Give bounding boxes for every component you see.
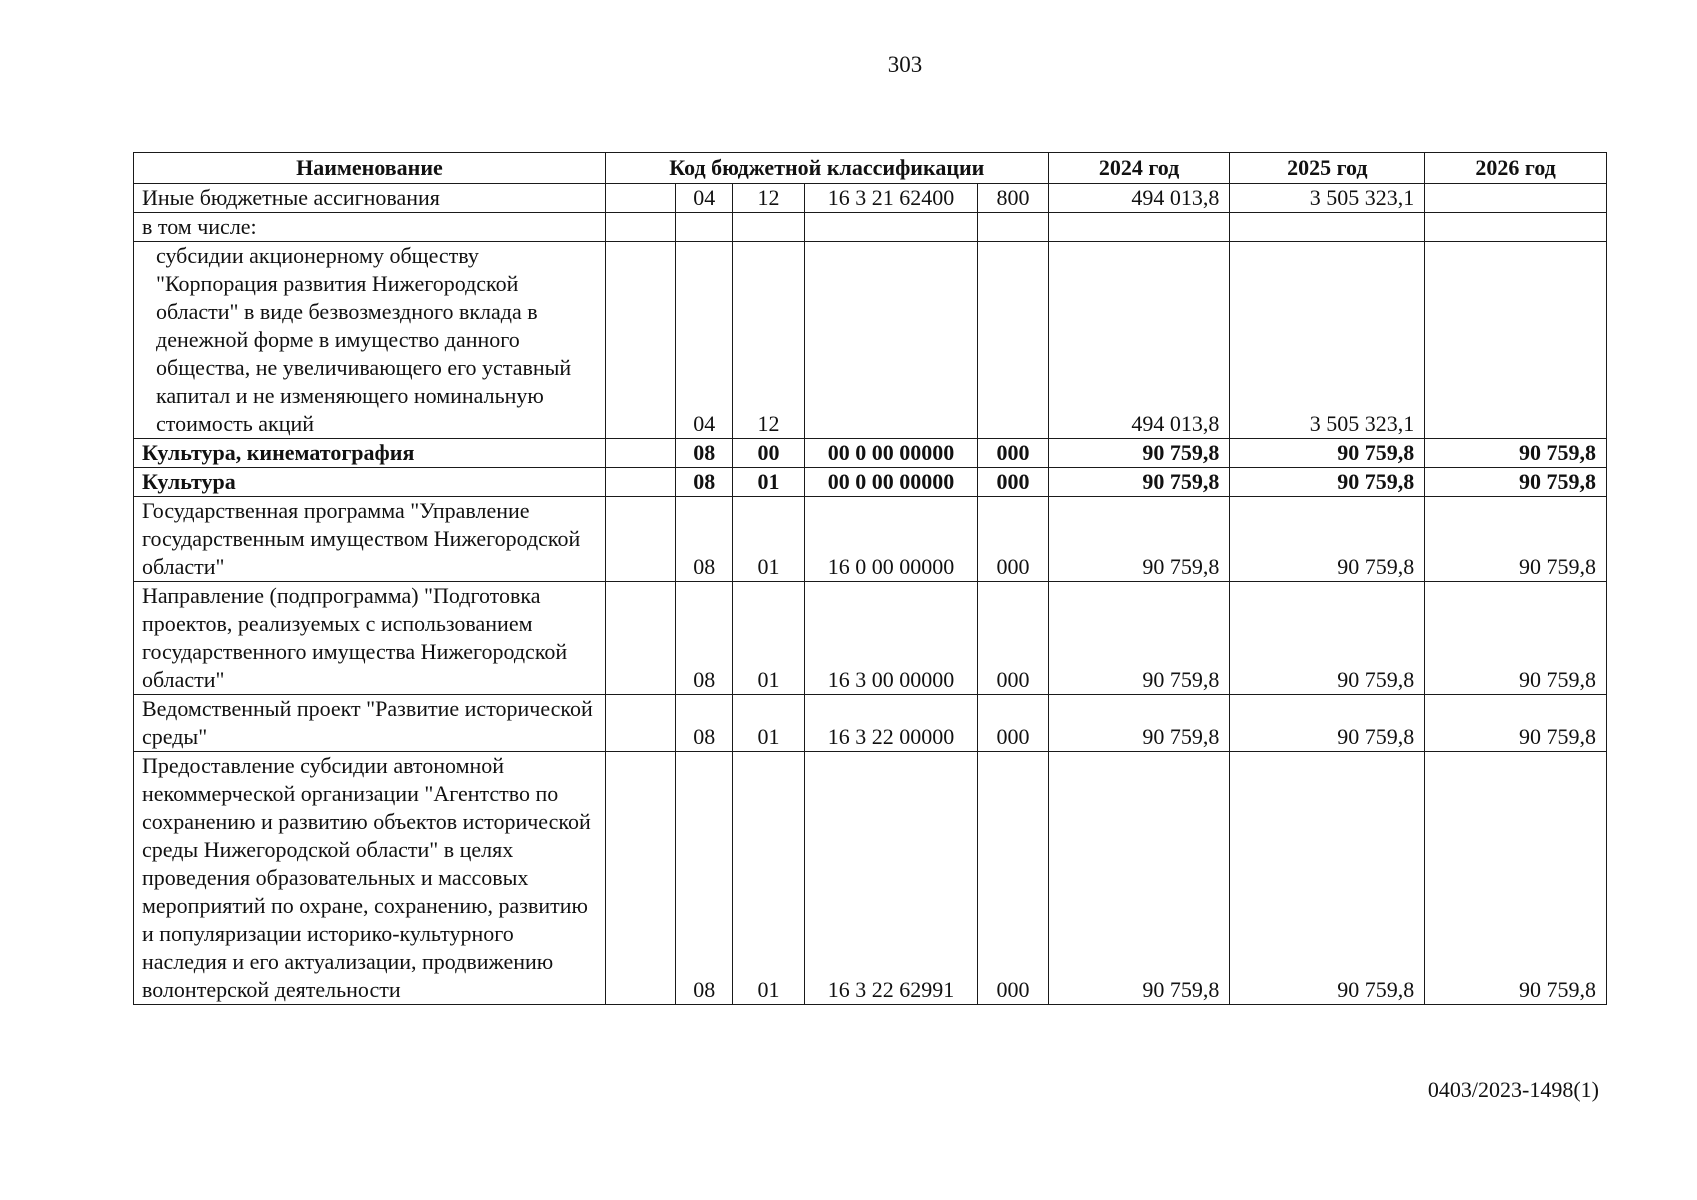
code-g (605, 752, 675, 1005)
row-name: Государственная программа "Управление государственным имуществом Нижегородской области" (134, 497, 606, 582)
code-pr: 01 (733, 582, 804, 695)
code-csr: 16 3 00 00000 (804, 582, 978, 695)
value-2025: 90 759,8 (1230, 752, 1425, 1005)
table-row (134, 468, 1607, 497)
value-2025: 90 759,8 (1230, 439, 1425, 468)
code-vr: 000 (978, 582, 1048, 695)
value-2024: 494 013,8 (1048, 242, 1230, 439)
code-pr: 01 (733, 468, 804, 497)
value-2025: 90 759,8 (1230, 468, 1425, 497)
code-vr: 000 (978, 468, 1048, 497)
table-row (134, 582, 1607, 695)
value-2024: 90 759,8 (1048, 439, 1230, 468)
table-row (134, 752, 1607, 1005)
document-number: 0403/2023-1498(1) (1427, 1077, 1599, 1102)
code-g (605, 439, 675, 468)
table-row (134, 213, 1607, 242)
code-pr: 12 (733, 242, 804, 439)
code-g (605, 582, 675, 695)
row-name: Культура (134, 468, 606, 497)
value-2024: 90 759,8 (1048, 497, 1230, 582)
value-2024: 494 013,8 (1048, 184, 1230, 213)
row-name: Иные бюджетные ассигнования (134, 184, 606, 213)
code-g (605, 468, 675, 497)
value-2026: 90 759,8 (1425, 439, 1607, 468)
code-csr: 16 3 22 00000 (804, 695, 978, 752)
value-2025: 90 759,8 (1230, 695, 1425, 752)
table-row (134, 497, 1607, 582)
value-2026 (1425, 213, 1607, 242)
code-csr: 00 0 00 00000 (804, 439, 978, 468)
code-g (605, 213, 675, 242)
code-rz: 08 (676, 582, 733, 695)
code-g (605, 184, 675, 213)
header-name: Наименование (134, 153, 606, 184)
code-vr (978, 213, 1048, 242)
value-2024: 90 759,8 (1048, 752, 1230, 1005)
code-rz: 08 (676, 468, 733, 497)
code-rz: 08 (676, 752, 733, 1005)
row-name-cell (134, 242, 606, 439)
code-g (605, 242, 675, 439)
code-csr: 16 3 21 62400 (804, 184, 978, 213)
code-csr: 16 3 22 62991 (804, 752, 978, 1005)
row-name: в том числе: (134, 213, 606, 242)
code-pr: 12 (733, 184, 804, 213)
code-csr: 00 0 00 00000 (804, 468, 978, 497)
code-vr: 000 (978, 439, 1048, 468)
code-vr (978, 242, 1048, 439)
header-code: Код бюджетной классификации (605, 153, 1048, 184)
code-pr: 01 (733, 752, 804, 1005)
code-rz (676, 213, 733, 242)
code-vr: 000 (978, 497, 1048, 582)
row-name: Ведомственный проект "Развитие исторической среды" (134, 695, 606, 752)
code-vr: 000 (978, 752, 1048, 1005)
code-rz: 04 (676, 242, 733, 439)
row-name: Предоставление субсидии автономной некоммерческой организации "Агентство по сохранению и развитию объектов исторической среды Нижегородской области" в целях проведения образовательных и массовых мероприятий по охране, сохранению, развитию и популяризации историко-культурного наследия и его актуализации, продвижению волонтерской деятельности (134, 752, 606, 1005)
value-2025: 90 759,8 (1230, 497, 1425, 582)
code-rz: 08 (676, 497, 733, 582)
code-csr (804, 213, 978, 242)
header-year-2024: 2024 год (1048, 153, 1230, 184)
code-vr: 800 (978, 184, 1048, 213)
value-2026: 90 759,8 (1425, 752, 1607, 1005)
code-rz: 08 (676, 439, 733, 468)
code-pr (733, 213, 804, 242)
code-vr: 000 (978, 695, 1048, 752)
value-2025 (1230, 213, 1425, 242)
table-header-row (134, 153, 1607, 184)
row-name: субсидии акционерному обществу "Корпорация развития Нижегородской области" в виде безвозмездного вклада в денежной форме в имущество данного общества, не увеличивающего его уставный капитал и не изменяющего номинальную стоимость акций (156, 243, 572, 436)
page-number: 303 (887, 52, 923, 77)
code-csr: 16 0 00 00000 (804, 497, 978, 582)
code-rz: 08 (676, 695, 733, 752)
code-csr (804, 242, 978, 439)
value-2026: 90 759,8 (1425, 497, 1607, 582)
row-name: Направление (подпрограмма) "Подготовка проектов, реализуемых с использованием государственного имущества Нижегородской области" (134, 582, 606, 695)
table-row (134, 695, 1607, 752)
header-year-2026: 2026 год (1425, 153, 1607, 184)
value-2024: 90 759,8 (1048, 582, 1230, 695)
value-2026 (1425, 242, 1607, 439)
code-g (605, 497, 675, 582)
code-pr: 01 (733, 695, 804, 752)
table-row (134, 184, 1607, 213)
row-name: Культура, кинематография (134, 439, 606, 468)
table-row (134, 242, 1607, 439)
value-2026 (1425, 184, 1607, 213)
value-2024 (1048, 213, 1230, 242)
code-pr: 00 (733, 439, 804, 468)
code-pr: 01 (733, 497, 804, 582)
value-2025: 3 505 323,1 (1230, 184, 1425, 213)
value-2025: 90 759,8 (1230, 582, 1425, 695)
value-2024: 90 759,8 (1048, 468, 1230, 497)
code-rz: 04 (676, 184, 733, 213)
value-2026: 90 759,8 (1425, 582, 1607, 695)
budget-table (133, 152, 1607, 1005)
value-2025: 3 505 323,1 (1230, 242, 1425, 439)
value-2024: 90 759,8 (1048, 695, 1230, 752)
code-g (605, 695, 675, 752)
value-2026: 90 759,8 (1425, 468, 1607, 497)
header-year-2025: 2025 год (1230, 153, 1425, 184)
table-row (134, 439, 1607, 468)
value-2026: 90 759,8 (1425, 695, 1607, 752)
